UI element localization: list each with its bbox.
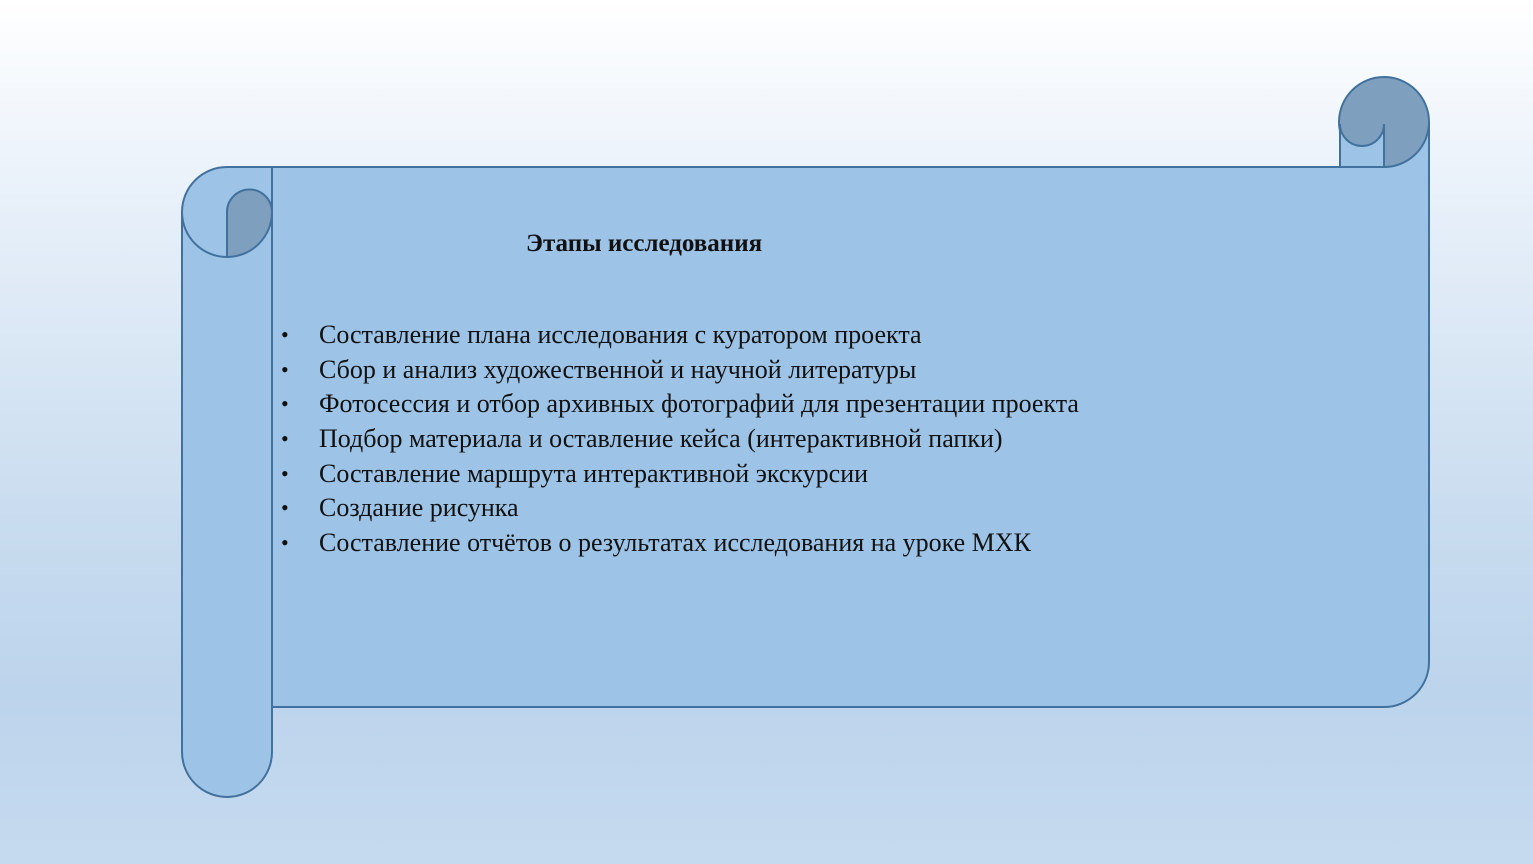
slide-title: Этапы исследования [526, 230, 763, 257]
bullet-icon: • [281, 530, 289, 556]
list-item [280, 387, 1079, 422]
bullet-icon: • [281, 391, 289, 417]
step-text: Создание рисунка [319, 493, 519, 523]
step-text: Фотосессия и отбор архивных фотографий для презентации проекта [319, 389, 1079, 419]
list-item [280, 457, 1079, 492]
step-text: Составление маршрута интерактивной экскурсии [319, 458, 869, 488]
list-item [280, 318, 1079, 353]
list-item [280, 353, 1079, 388]
bullet-icon: • [281, 322, 289, 347]
list-item [280, 526, 1079, 561]
bullet-icon: • [281, 356, 289, 382]
list-item [280, 422, 1079, 457]
step-text: Составление отчётов о результатах исследования на уроке МХК [319, 528, 1031, 558]
step-text: Составление плана исследования с куратором проекта [319, 320, 922, 349]
bullet-icon: • [281, 495, 289, 521]
scroll-left-roll [182, 167, 272, 797]
research-steps-list [280, 318, 1079, 561]
bullet-icon: • [281, 460, 289, 486]
list-item [280, 491, 1079, 526]
step-text: Сбор и анализ художественной и научной литературы [319, 354, 917, 384]
step-text: Подбор материала и оставление кейса (интерактивной папки) [319, 424, 1003, 454]
bullet-icon: • [281, 426, 289, 452]
